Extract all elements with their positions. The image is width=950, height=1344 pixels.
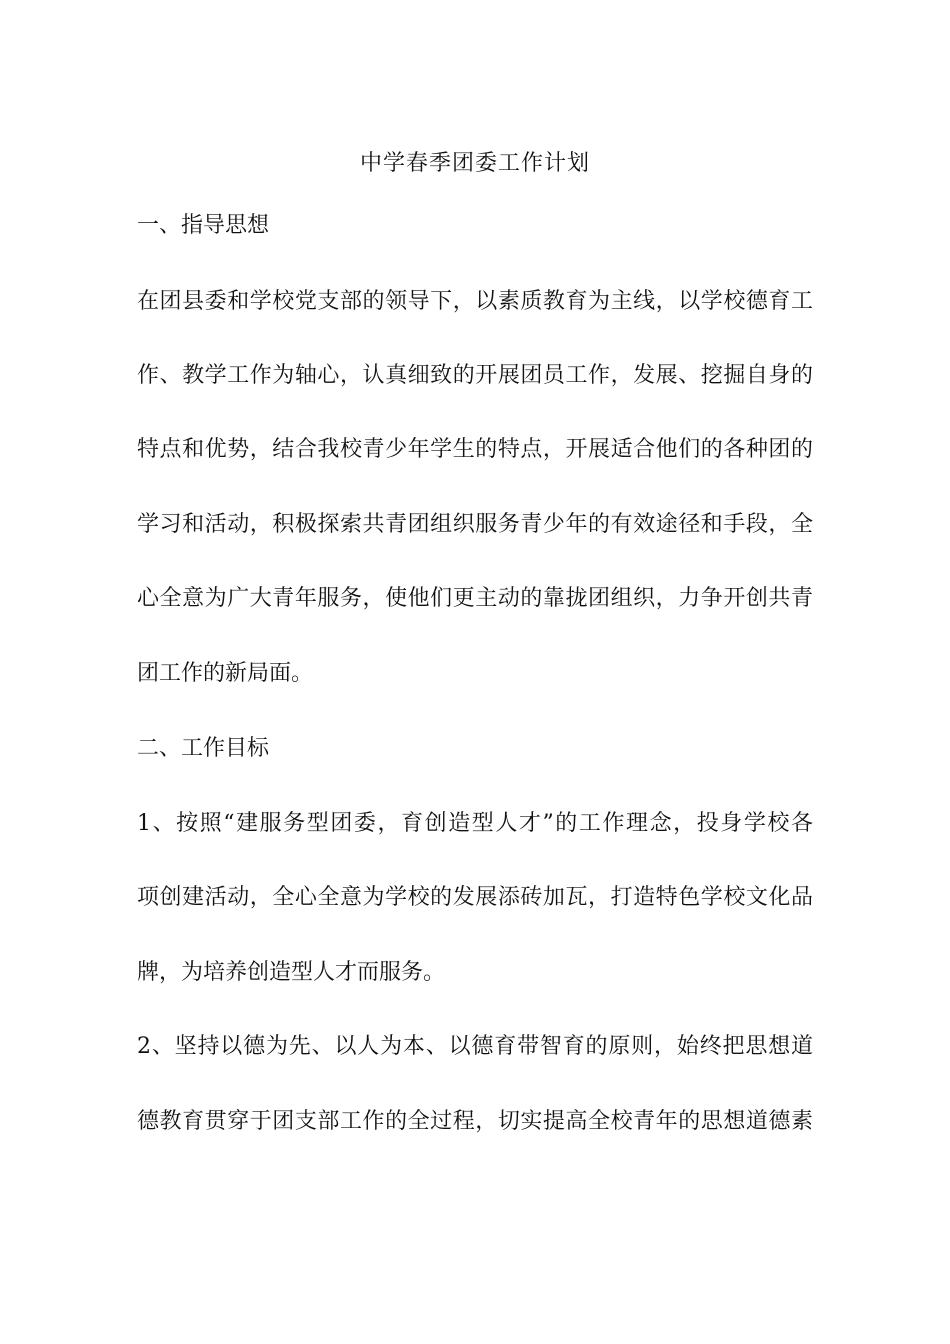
section-heading-guiding-ideology: 一、指导思想 <box>137 213 270 238</box>
paragraph-line: 牌，为培养创造型人才而服务。 <box>137 960 446 985</box>
paragraph-line: 在团县委和学校党支部的领导下，以素质教育为主线，以学校德育工 <box>137 289 813 314</box>
paragraph-line: 特点和优势，结合我校青少年学生的特点，开展适合他们的各种团的 <box>137 437 813 462</box>
paragraph-line: 作、教学工作为轴心，认真细致的开展团员工作，发展、挖掘自身的 <box>137 363 813 388</box>
paragraph-line: 团工作的新局面。 <box>137 661 314 686</box>
section-heading-work-goals: 二、工作目标 <box>137 736 270 761</box>
paragraph-line: 1、按照“建服务型团委，育创造型人才”的工作理念，投身学校各 <box>137 811 813 836</box>
document-title: 中学春季团委工作计划 <box>359 151 590 176</box>
paragraph-line: 学习和活动，积极探索共青团组织服务青少年的有效途径和手段，全 <box>137 512 813 537</box>
paragraph-line: 2、坚持以德为先、以人为本、以德育带智育的原则，始终把思想道 <box>137 1034 813 1059</box>
paragraph-line: 德教育贯穿于团支部工作的全过程，切实提高全校青年的思想道德素 <box>137 1109 813 1134</box>
paragraph-line: 项创建活动，全心全意为学校的发展添砖加瓦，打造特色学校文化品 <box>137 885 813 910</box>
paragraph-line: 心全意为广大青年服务，使他们更主动的靠拢团组织，力争开创共青 <box>137 586 813 611</box>
